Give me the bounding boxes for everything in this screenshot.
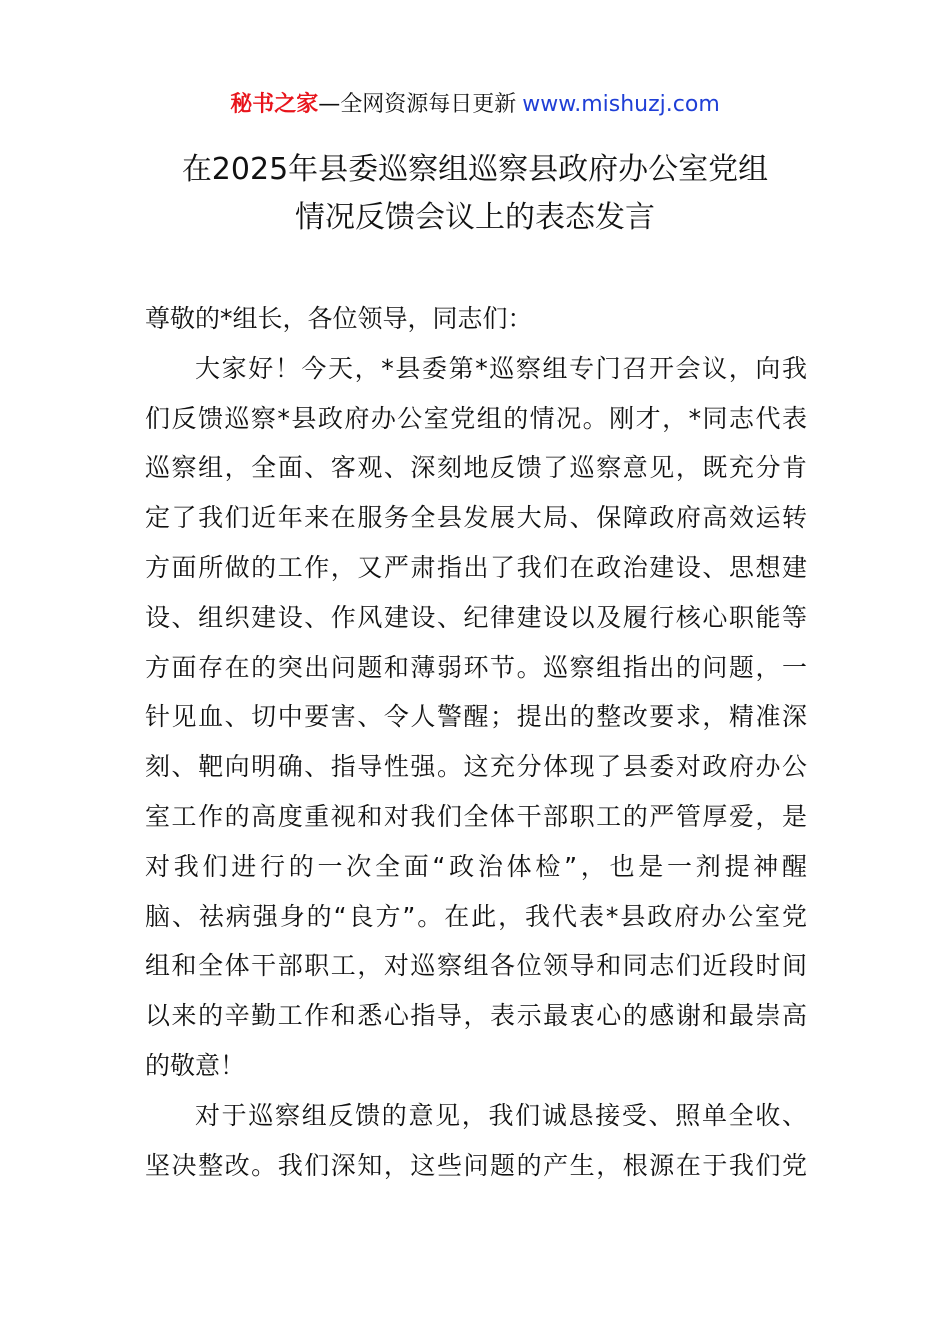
paragraph-1-line: 方面所做的工作，又严肃指出了我们在政治建设、思想建 <box>145 552 807 582</box>
site-header <box>0 88 950 122</box>
paragraph-1-line: 对我们进行的一次全面“政治体检”，也是一剂提神醒 <box>145 851 807 881</box>
document-title <box>0 146 950 242</box>
paragraph-1-line: 室工作的高度重视和对我们全体干部职工的严管厚爱，是 <box>145 801 807 831</box>
site-url-link[interactable]: www.mishuzj.com <box>522 92 720 117</box>
salutation: 尊敬的*组长，各位领导，同志们： <box>145 304 533 333</box>
paragraph-1-line: 刻、靶向明确、指导性强。这充分体现了县委对政府办公 <box>145 752 807 782</box>
paragraph-2-line: 对于巡察组反馈的意见，我们诚恳接受、照单全收、 <box>195 1100 807 1130</box>
paragraph-1-line: 方面存在的突出问题和薄弱环节。巡察组指出的问题，一 <box>145 652 807 682</box>
title-line-2: 情况反馈会议上的表态发言 <box>295 200 655 235</box>
header-slogan: —全网资源每日更新 <box>318 92 517 117</box>
document-body <box>145 294 807 1190</box>
paragraph-1-line: 设、组织建设、作风建设、纪律建设以及履行核心职能等 <box>145 602 807 632</box>
paragraph-1-line: 大家好！今天，*县委第*巡察组专门召开会议，向我 <box>195 353 807 383</box>
paragraph-1-line: 们反馈巡察*县政府办公室党组的情况。刚才，*同志代表 <box>145 403 807 433</box>
brand-name: 秘书之家 <box>230 92 319 117</box>
paragraph-1-line: 定了我们近年来在服务全县发展大局、保障政府高效运转 <box>145 503 807 533</box>
paragraph-1-line: 脑、祛病强身的“良方”。在此，我代表*县政府办公室党 <box>145 901 807 931</box>
paragraph-1-line: 针见血、切中要害、令人警醒；提出的整改要求，精准深 <box>145 702 807 732</box>
paragraph-1-line: 的敬意！ <box>145 1050 246 1080</box>
paragraph-2-line: 坚决整改。我们深知，这些问题的产生，根源在于我们党 <box>145 1150 807 1180</box>
paragraph-1-line: 以来的辛勤工作和悉心指导，表示最衷心的感谢和最崇高 <box>145 1001 807 1031</box>
paragraph-1-line: 组和全体干部职工，对巡察组各位领导和同志们近段时间 <box>145 951 807 981</box>
title-line-1: 在2025年县委巡察组巡察县政府办公室党组 <box>181 152 769 187</box>
paragraph-1-line: 巡察组，全面、客观、深刻地反馈了巡察意见，既充分肯 <box>145 453 807 483</box>
